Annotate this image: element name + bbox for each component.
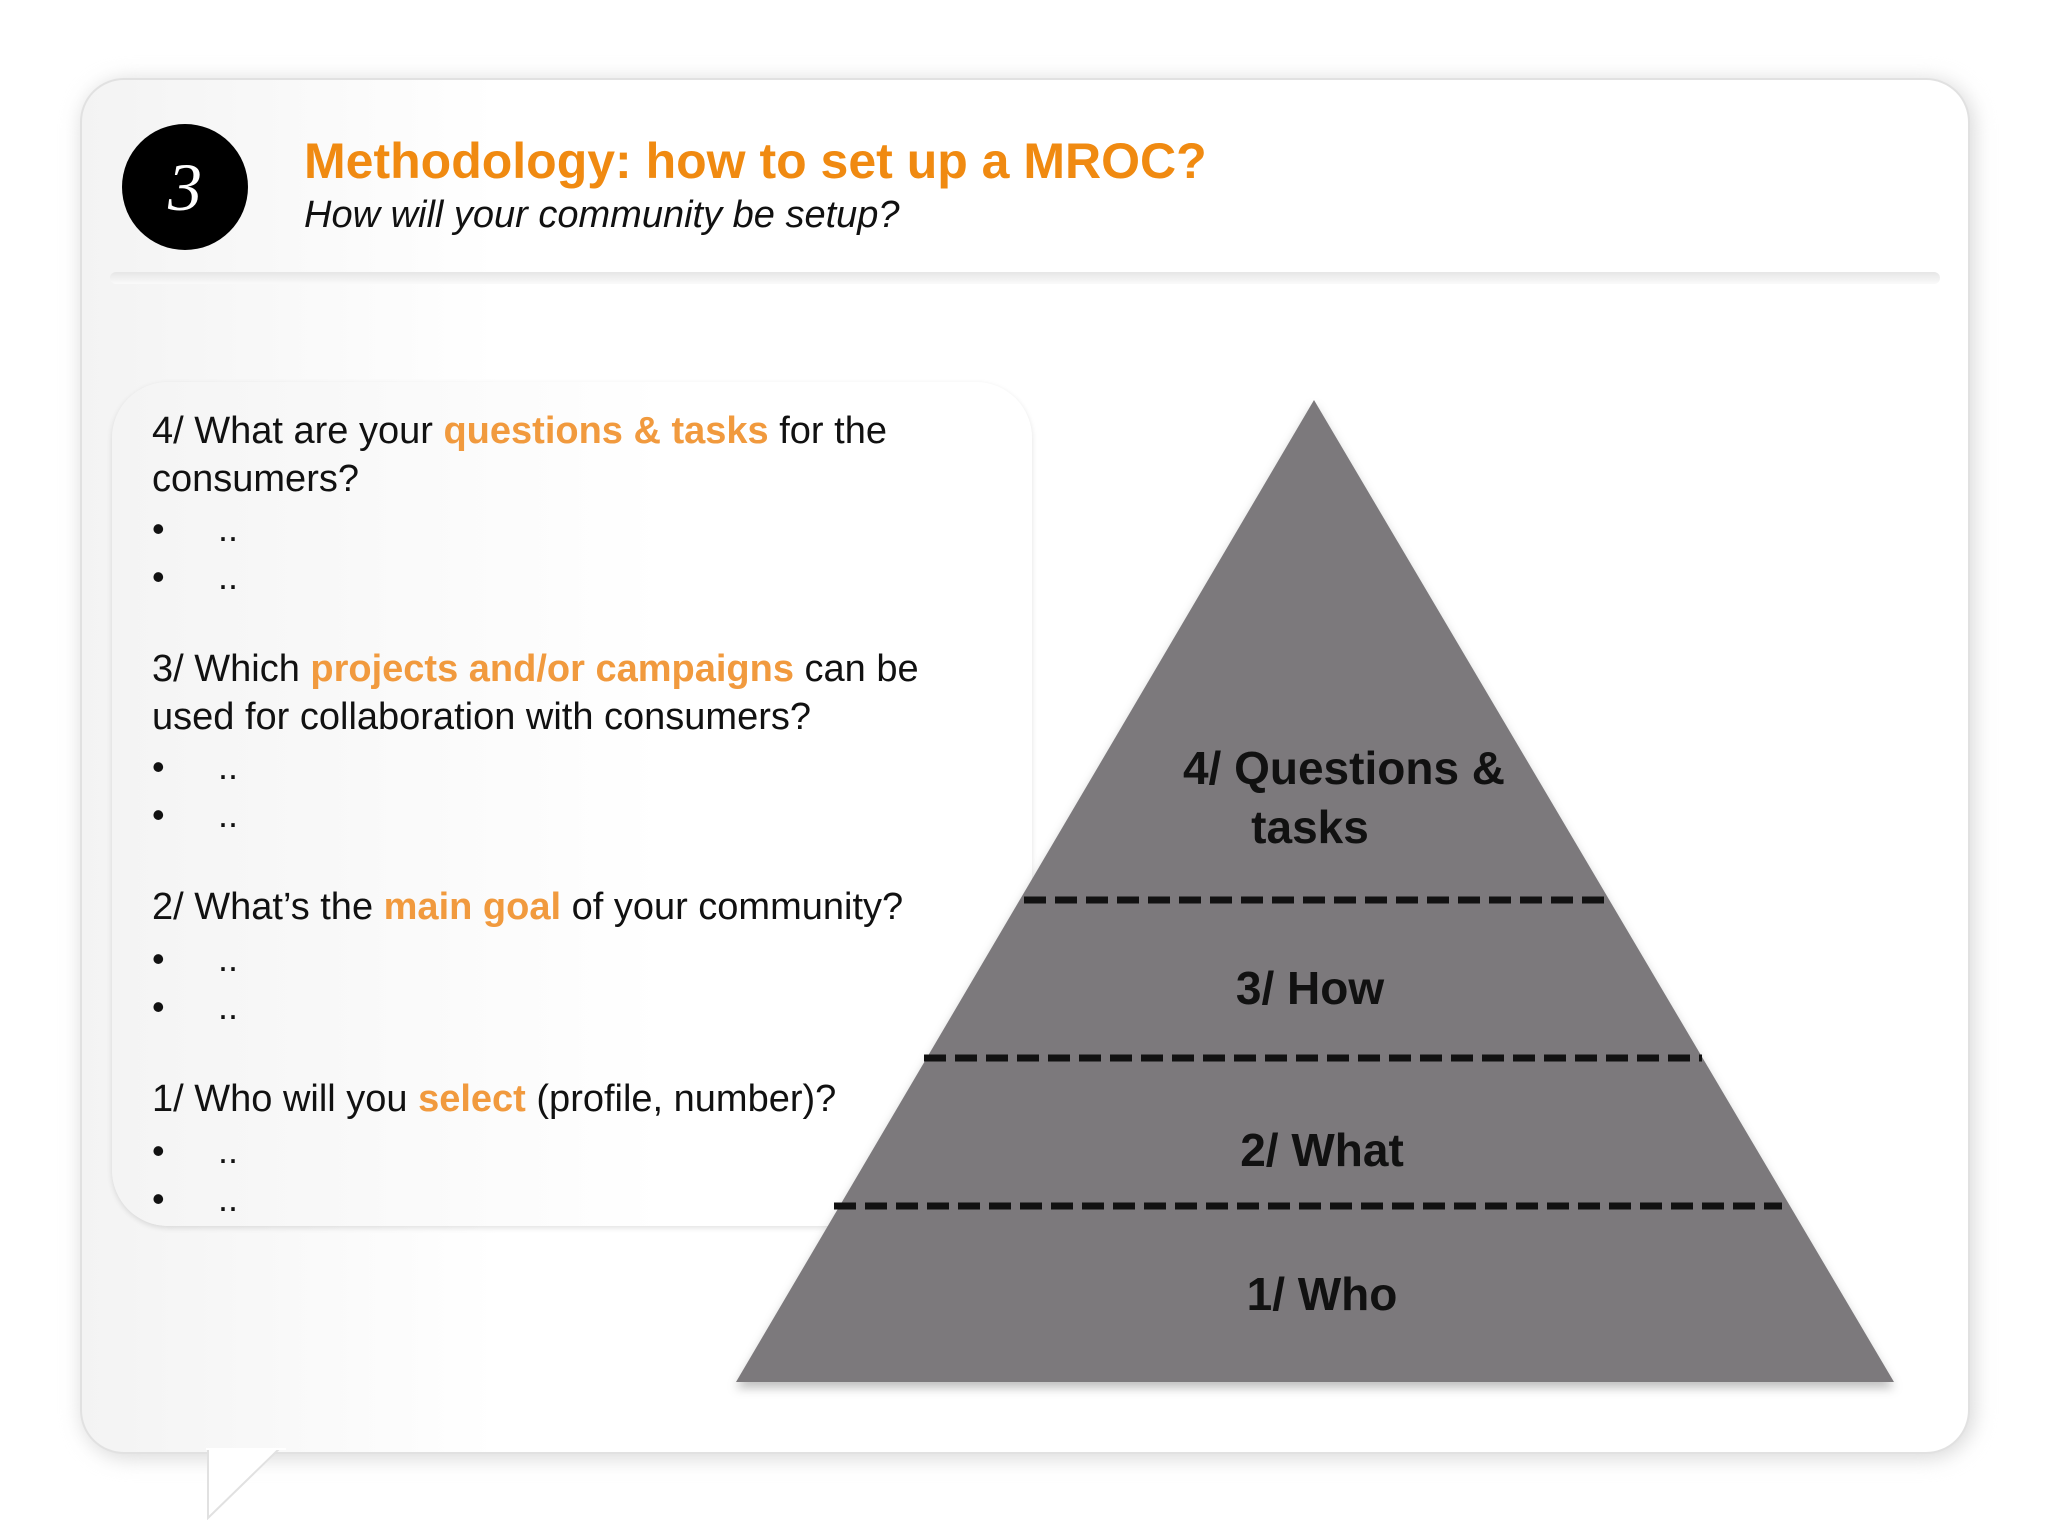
bullet-marker: • (152, 938, 165, 979)
question-3: 3/ Which projects and/or campaigns can be (152, 648, 919, 690)
question-4-keyword: questions & tasks (443, 410, 769, 452)
question-3-keyword: projects and/or campaigns (310, 648, 794, 690)
question-2: 2/ What’s the main goal of your community? (152, 886, 904, 928)
list-item: .. (218, 1130, 239, 1171)
bullet-marker: • (152, 1178, 165, 1219)
list-item: .. (218, 1178, 239, 1219)
bullet-marker: • (152, 508, 165, 549)
bullet-marker: • (152, 1130, 165, 1171)
page-subtitle: How will your community be setup? (304, 194, 900, 236)
question-1-keyword: select (418, 1078, 526, 1120)
list-item: .. (218, 938, 239, 979)
question-4-continued: consumers? (152, 458, 359, 500)
bullet-marker: • (152, 794, 165, 835)
level-1-label: 1/ Who (1246, 1268, 1398, 1320)
list-item: .. (218, 794, 239, 835)
level-4-label-line2: tasks (1251, 801, 1369, 853)
list-item: .. (218, 556, 239, 597)
level-2-label: 2/ What (1240, 1124, 1404, 1176)
question-3-continued: used for collaboration with consumers? (152, 696, 812, 738)
page-title: Methodology: how to set up a MROC? (304, 133, 1207, 189)
bullet-marker: • (152, 986, 165, 1027)
question-4: 4/ What are your questions & tasks for the (152, 410, 887, 452)
question-1: 1/ Who will you select (profile, number)? (152, 1078, 837, 1120)
list-item: .. (218, 746, 239, 787)
pyramid-shape (736, 400, 1894, 1382)
bullet-marker: • (152, 746, 165, 787)
list-item: .. (218, 508, 239, 549)
step-number-badge: 3 (122, 124, 248, 250)
list-item: .. (218, 986, 239, 1027)
bullet-marker: • (152, 556, 165, 597)
question-2-keyword: main goal (383, 886, 562, 928)
level-3-label: 3/ How (1235, 962, 1385, 1014)
level-4-label-line1: 4/ Questions & (1182, 742, 1506, 794)
